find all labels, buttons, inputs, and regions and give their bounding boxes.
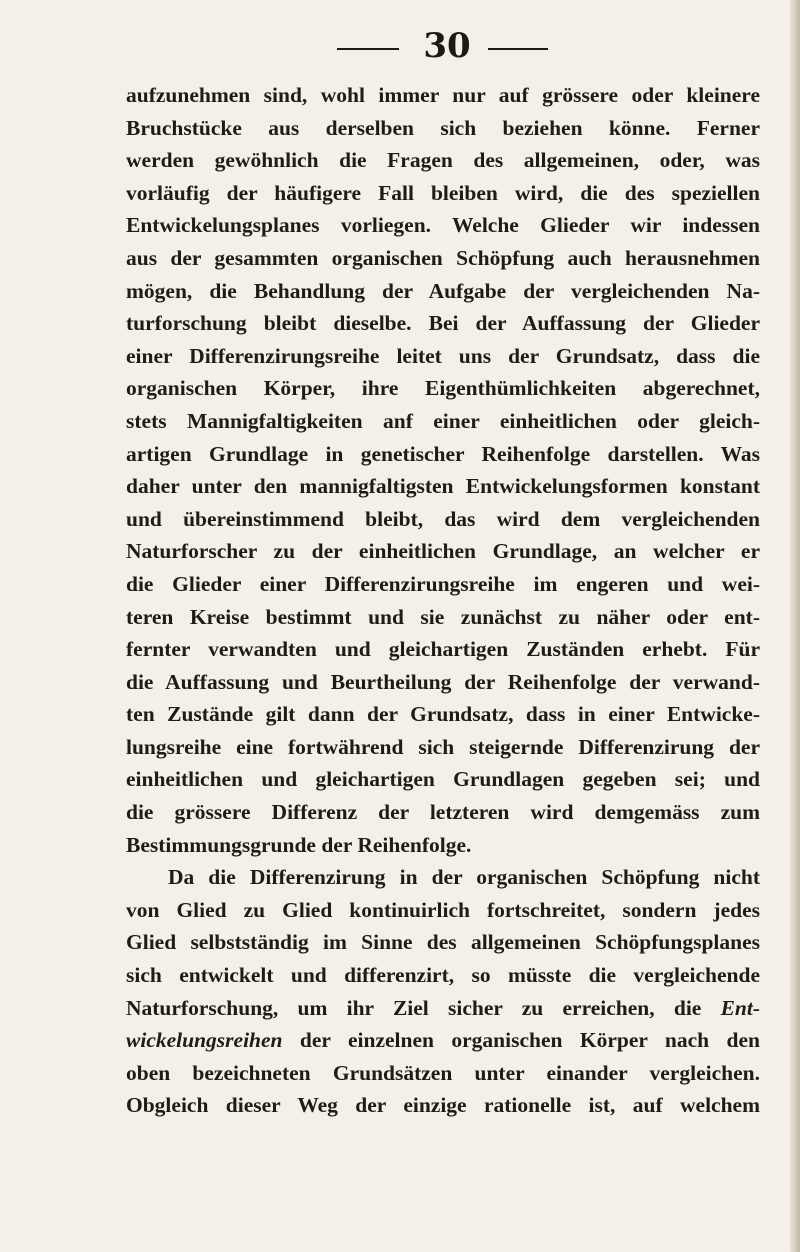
text-line: die Auffassung und Beurtheilung der Reihenfolge der verwand-: [126, 669, 760, 694]
text-line: fernter verwandten und gleichartigen Zuständen erhebt. Für: [126, 637, 760, 662]
italic-term: wickelungsreihen: [126, 1028, 283, 1053]
page-number: 30: [423, 26, 471, 66]
text-line: sich entwickelt und differenzirt, so müsste die vergleichende: [126, 963, 760, 988]
text-line: und übereinstimmend bleibt, das wird dem vergleichenden: [126, 506, 760, 531]
text-line: turforschung bleibt dieselbe. Bei der Auffassung der Glieder: [126, 311, 760, 336]
text-line: einheitlichen und gleichartigen Grundlagen gegeben sei; und: [126, 767, 760, 792]
text-line: organischen Körper, ihre Eigenthümlichkeiten abgerechnet,: [126, 376, 760, 401]
line-text: Naturforschung, um ihr Ziel sicher zu erreichen, die: [126, 995, 702, 1020]
text-line: lungsreihe eine fortwährend sich steigernde Differenzirung der: [126, 734, 760, 759]
text-line: werden gewöhnlich die Fragen des allgemeinen, oder, was: [126, 148, 760, 173]
text-line: Entwickelungsplanes vorliegen. Welche Glieder wir indessen: [126, 213, 760, 238]
text-line: einer Differenzirungsreihe leitet uns der Grundsatz, dass die: [126, 343, 760, 368]
text-line: teren Kreise bestimmt und sie zunächst zu näher oder ent-: [126, 604, 760, 629]
text-line: daher unter den mannigfaltigsten Entwickelungsformen konstant: [126, 474, 760, 499]
text-line: die grössere Differenz der letzteren wird demgemäss zum: [126, 800, 760, 825]
text-line: Obgleich dieser Weg der einzige rationelle ist, auf welchem: [126, 1093, 760, 1118]
body-text: [126, 79, 760, 1122]
header-rule-left: [337, 48, 399, 50]
paragraph-start-line: Da die Differenzirung in der organischen Schöpfung nicht: [168, 865, 760, 890]
text-line: mögen, die Behandlung der Aufgabe der vergleichenden Na-: [126, 278, 760, 303]
text-line: die Glieder einer Differenzirungsreihe im engeren und wei-: [126, 571, 760, 596]
paragraph-end-line: Bestimmungsgrunde der Reihenfolge.: [126, 832, 472, 857]
text-line: vorläufig der häufigere Fall bleiben wird, die des speziellen: [126, 180, 760, 205]
italic-term: Ent-: [720, 995, 761, 1020]
header-rule-right: [488, 48, 548, 50]
text-line: von Glied zu Glied kontinuirlich fortschreitet, sondern jedes: [126, 897, 760, 922]
page-edge: [790, 0, 800, 1252]
text-line: Naturforscher zu der einheitlichen Grundlage, an welcher er: [126, 539, 760, 564]
text-line: artigen Grundlage in genetischer Reihenfolge darstellen. Was: [126, 441, 760, 466]
text-line: stets Mannigfaltigkeiten anf einer einheitlichen oder gleich-: [126, 408, 760, 433]
text-line: Bruchstücke aus derselben sich beziehen könne. Ferner: [126, 115, 760, 140]
page-header: [0, 24, 800, 68]
text-line: oben bezeichneten Grundsätzen unter einander vergleichen.: [126, 1060, 760, 1085]
text-line: [126, 992, 760, 1025]
line-text: der einzelnen organischen Körper nach den: [299, 1028, 760, 1053]
text-line: aus der gesammten organischen Schöpfung auch herausnehmen: [126, 245, 760, 270]
text-line: Glied selbstständig im Sinne des allgemeinen Schöpfungsplanes: [126, 930, 760, 955]
text-line: aufzunehmen sind, wohl immer nur auf grössere oder kleinere: [126, 83, 760, 107]
text-line: ten Zustände gilt dann der Grundsatz, dass in einer Entwicke-: [126, 702, 760, 727]
text-line: [126, 1024, 760, 1057]
